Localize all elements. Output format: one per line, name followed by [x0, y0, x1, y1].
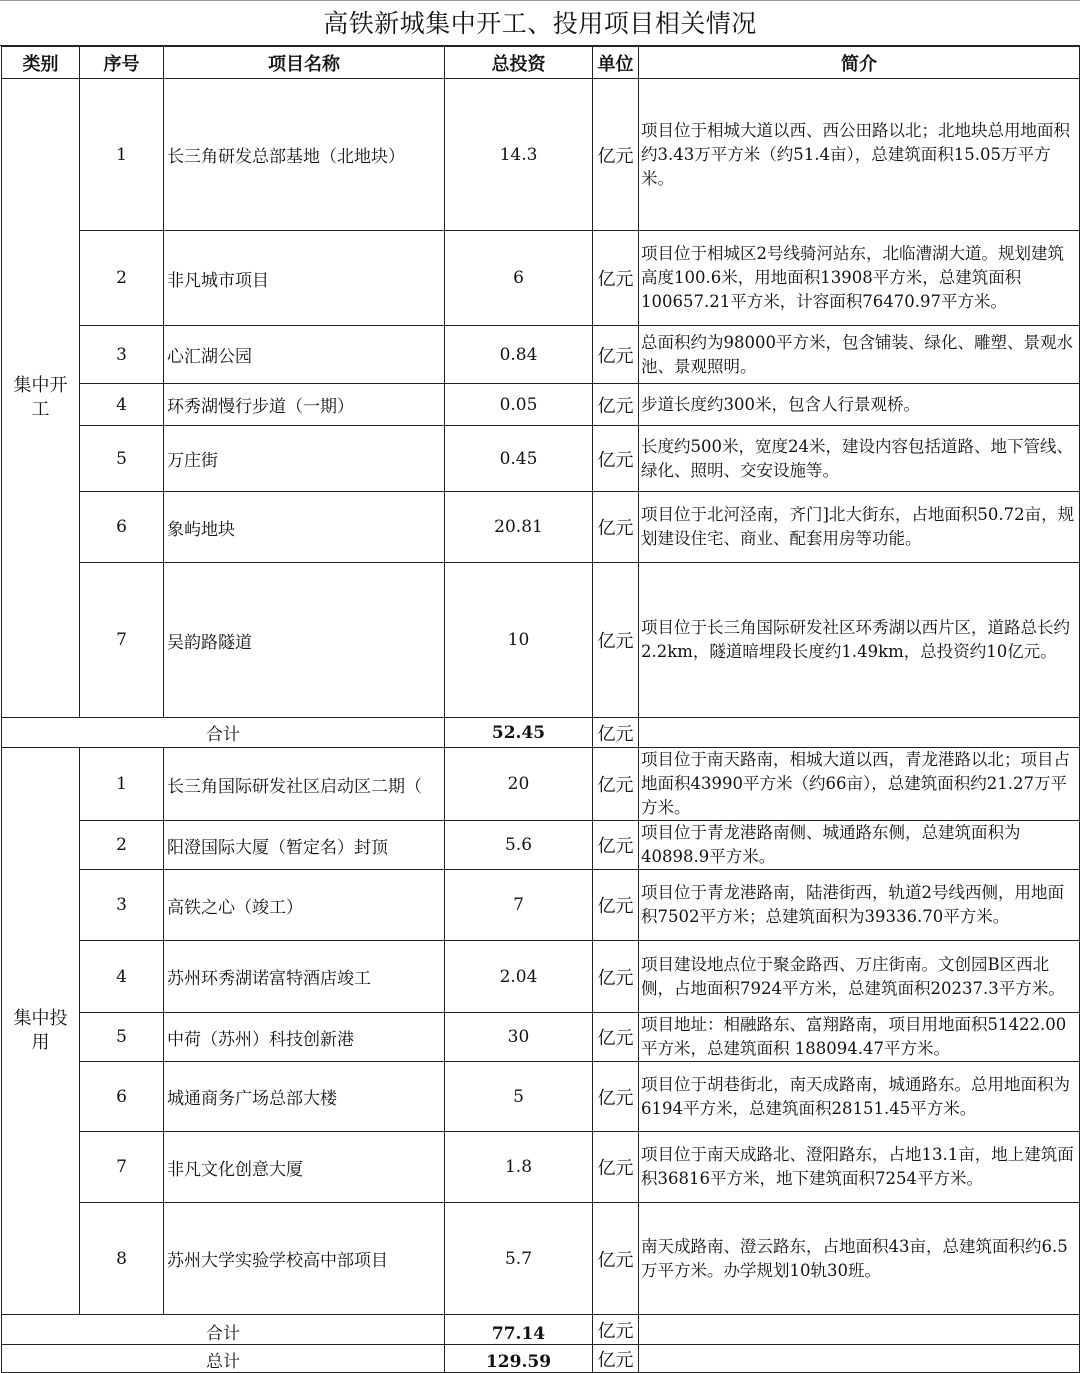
- investment-cell: 20.81: [445, 492, 593, 563]
- investment-cell: 30: [445, 1013, 593, 1062]
- table-row: [2, 748, 1080, 821]
- intro-cell: 南天成路南、澄云路东，占地面积43亩，总建筑面积约6.5万平方米。办学规划10轨30班。: [639, 1203, 1080, 1315]
- investment-cell: 0.05: [445, 384, 593, 426]
- seq-cell: 6: [80, 1062, 164, 1132]
- subtotal-row: [2, 718, 1080, 748]
- subtotal-unit: 亿元: [593, 718, 639, 748]
- intro-cell: 项目位于胡巷街北，南天成路南，城通路东。总用地面积为6194平方米，总建筑面积28151.45平方米。: [639, 1062, 1080, 1132]
- unit-cell: 亿元: [593, 1013, 639, 1062]
- name-cell: 非凡文化创意大厦: [164, 1132, 445, 1203]
- seq-cell: 1: [80, 748, 164, 821]
- unit-cell: 亿元: [593, 563, 639, 718]
- subtotal-row: [2, 1315, 1080, 1345]
- header-intro: 简介: [639, 47, 1080, 79]
- name-cell: 象屿地块: [164, 492, 445, 563]
- table-row: [2, 1013, 1080, 1062]
- seq-cell: 1: [80, 79, 164, 231]
- table-body: [2, 79, 1080, 1373]
- name-cell: 长三角国际研发社区启动区二期（: [164, 748, 445, 821]
- table-row: [2, 79, 1080, 231]
- total-row: [2, 1345, 1080, 1373]
- name-cell: 苏州环秀湖诺富特酒店竣工: [164, 941, 445, 1013]
- name-cell: 心汇湖公园: [164, 326, 445, 384]
- table-row: [2, 1132, 1080, 1203]
- header-unit: 单位: [593, 47, 639, 79]
- seq-cell: 6: [80, 492, 164, 563]
- seq-cell: 8: [80, 1203, 164, 1315]
- name-cell: 中荷（苏州）科技创新港: [164, 1013, 445, 1062]
- intro-cell: 项目位于南天成路北、澄阳路东，占地13.1亩，地上建筑面积36816平方米，地下建筑面积7254平方米。: [639, 1132, 1080, 1203]
- header-category: 类别: [2, 47, 80, 79]
- unit-cell: 亿元: [593, 941, 639, 1013]
- table-row: [2, 426, 1080, 492]
- seq-cell: 7: [80, 563, 164, 718]
- table-row: [2, 492, 1080, 563]
- name-cell: 高铁之心（竣工）: [164, 870, 445, 941]
- seq-cell: 7: [80, 1132, 164, 1203]
- table-row: [2, 821, 1080, 870]
- name-cell: 城通商务广场总部大楼: [164, 1062, 445, 1132]
- investment-cell: 5: [445, 1062, 593, 1132]
- table-row: [2, 326, 1080, 384]
- investment-cell: 14.3: [445, 79, 593, 231]
- intro-cell: 项目位于相城区2号线骑河站东，北临漕湖大道。规划建筑高度100.6米，用地面积13908平方米，总建筑面积100657.21平方米，计容面积76470.97平方米。: [639, 231, 1080, 326]
- investment-cell: 20: [445, 748, 593, 821]
- subtotal-intro-empty: [639, 718, 1080, 748]
- unit-cell: 亿元: [593, 384, 639, 426]
- seq-cell: 3: [80, 870, 164, 941]
- seq-cell: 3: [80, 326, 164, 384]
- subtotal-intro-empty: [639, 1315, 1080, 1345]
- investment-cell: 6: [445, 231, 593, 326]
- table-row: [2, 870, 1080, 941]
- name-cell: 环秀湖慢行步道（一期）: [164, 384, 445, 426]
- investment-cell: 10: [445, 563, 593, 718]
- investment-cell: 1.8: [445, 1132, 593, 1203]
- project-table: [1, 46, 1080, 1373]
- intro-cell: 项目地址：相融路东、富翔路南，项目用地面积51422.00平方米，总建筑面积 188094.47平方米。: [639, 1013, 1080, 1062]
- table-row: [2, 231, 1080, 326]
- table-row: [2, 1062, 1080, 1132]
- subtotal-label: 合计: [2, 718, 445, 748]
- unit-cell: 亿元: [593, 821, 639, 870]
- total-investment: 129.59: [445, 1345, 593, 1373]
- name-cell: 苏州大学实验学校高中部项目: [164, 1203, 445, 1315]
- investment-cell: 5.7: [445, 1203, 593, 1315]
- investment-cell: 0.45: [445, 426, 593, 492]
- name-cell: 阳澄国际大厦（暂定名）封顶: [164, 821, 445, 870]
- seq-cell: 4: [80, 941, 164, 1013]
- intro-cell: 步道长度约300米，包含人行景观桥。: [639, 384, 1080, 426]
- subtotal-investment: 77.14: [445, 1315, 593, 1345]
- intro-cell: 长度约500米，宽度24米，建设内容包括道路、地下管线、绿化、照明、交安设施等。: [639, 426, 1080, 492]
- unit-cell: 亿元: [593, 426, 639, 492]
- intro-cell: 项目位于青龙港路南侧、城通路东侧，总建筑面积为40898.9平方米。: [639, 821, 1080, 870]
- unit-cell: 亿元: [593, 1132, 639, 1203]
- seq-cell: 2: [80, 821, 164, 870]
- seq-cell: 5: [80, 426, 164, 492]
- unit-cell: 亿元: [593, 1062, 639, 1132]
- table-row: [2, 1203, 1080, 1315]
- header-investment: 总投资: [445, 47, 593, 79]
- total-label: 总计: [2, 1345, 445, 1373]
- unit-cell: 亿元: [593, 231, 639, 326]
- category-cell: 集中开工: [2, 79, 80, 718]
- name-cell: 非凡城市项目: [164, 231, 445, 326]
- table-row: [2, 384, 1080, 426]
- unit-cell: 亿元: [593, 870, 639, 941]
- name-cell: 长三角研发总部基地（北地块）: [164, 79, 445, 231]
- seq-cell: 5: [80, 1013, 164, 1062]
- investment-cell: 2.04: [445, 941, 593, 1013]
- intro-cell: 项目位于南天路南，相城大道以西，青龙港路以北；项目占地面积43990平方米（约66亩），总建筑面积约21.27万平方米。: [639, 748, 1080, 821]
- header-name: 项目名称: [164, 47, 445, 79]
- intro-cell: 项目建设地点位于聚金路西、万庄街南。文创园B区西北侧，占地面积7924平方米，总建筑面积20237.3平方米。: [639, 941, 1080, 1013]
- subtotal-unit: 亿元: [593, 1315, 639, 1345]
- investment-cell: 0.84: [445, 326, 593, 384]
- investment-cell: 5.6: [445, 821, 593, 870]
- table-row: [2, 563, 1080, 718]
- unit-cell: 亿元: [593, 492, 639, 563]
- intro-cell: 项目位于青龙港路南，陆港街西，轨道2号线西侧，用地面积7502平方米；总建筑面积为39336.70平方米。: [639, 870, 1080, 941]
- header-row: [2, 47, 1080, 79]
- investment-cell: 7: [445, 870, 593, 941]
- intro-cell: 项目位于长三角国际研发社区环秀湖以西片区，道路总长约2.2km，隧道暗埋段长度约1.49km，总投资约10亿元。: [639, 563, 1080, 718]
- total-intro-empty: [639, 1345, 1080, 1373]
- intro-cell: 项目位于相城大道以西、西公田路以北；北地块总用地面积约3.43万平方米（约51.4亩），总建筑面积15.05万平方米。: [639, 79, 1080, 231]
- name-cell: 万庄街: [164, 426, 445, 492]
- unit-cell: 亿元: [593, 1203, 639, 1315]
- name-cell: 吴韵路隧道: [164, 563, 445, 718]
- header-seq: 序号: [80, 47, 164, 79]
- unit-cell: 亿元: [593, 748, 639, 821]
- total-unit: 亿元: [593, 1345, 639, 1373]
- subtotal-investment: 52.45: [445, 718, 593, 748]
- unit-cell: 亿元: [593, 326, 639, 384]
- seq-cell: 4: [80, 384, 164, 426]
- unit-cell: 亿元: [593, 79, 639, 231]
- subtotal-label: 合计: [2, 1315, 445, 1345]
- seq-cell: 2: [80, 231, 164, 326]
- table-title: 高铁新城集中开工、投用项目相关情况: [0, 0, 1080, 46]
- intro-cell: 总面积约为98000平方米，包含铺装、绿化、雕塑、景观水池、景观照明。: [639, 326, 1080, 384]
- table-row: [2, 941, 1080, 1013]
- category-cell: 集中投用: [2, 748, 80, 1315]
- intro-cell: 项目位于北河泾南，齐门]北大街东，占地面积50.72亩，规划建设住宅、商业、配套用房等功能。: [639, 492, 1080, 563]
